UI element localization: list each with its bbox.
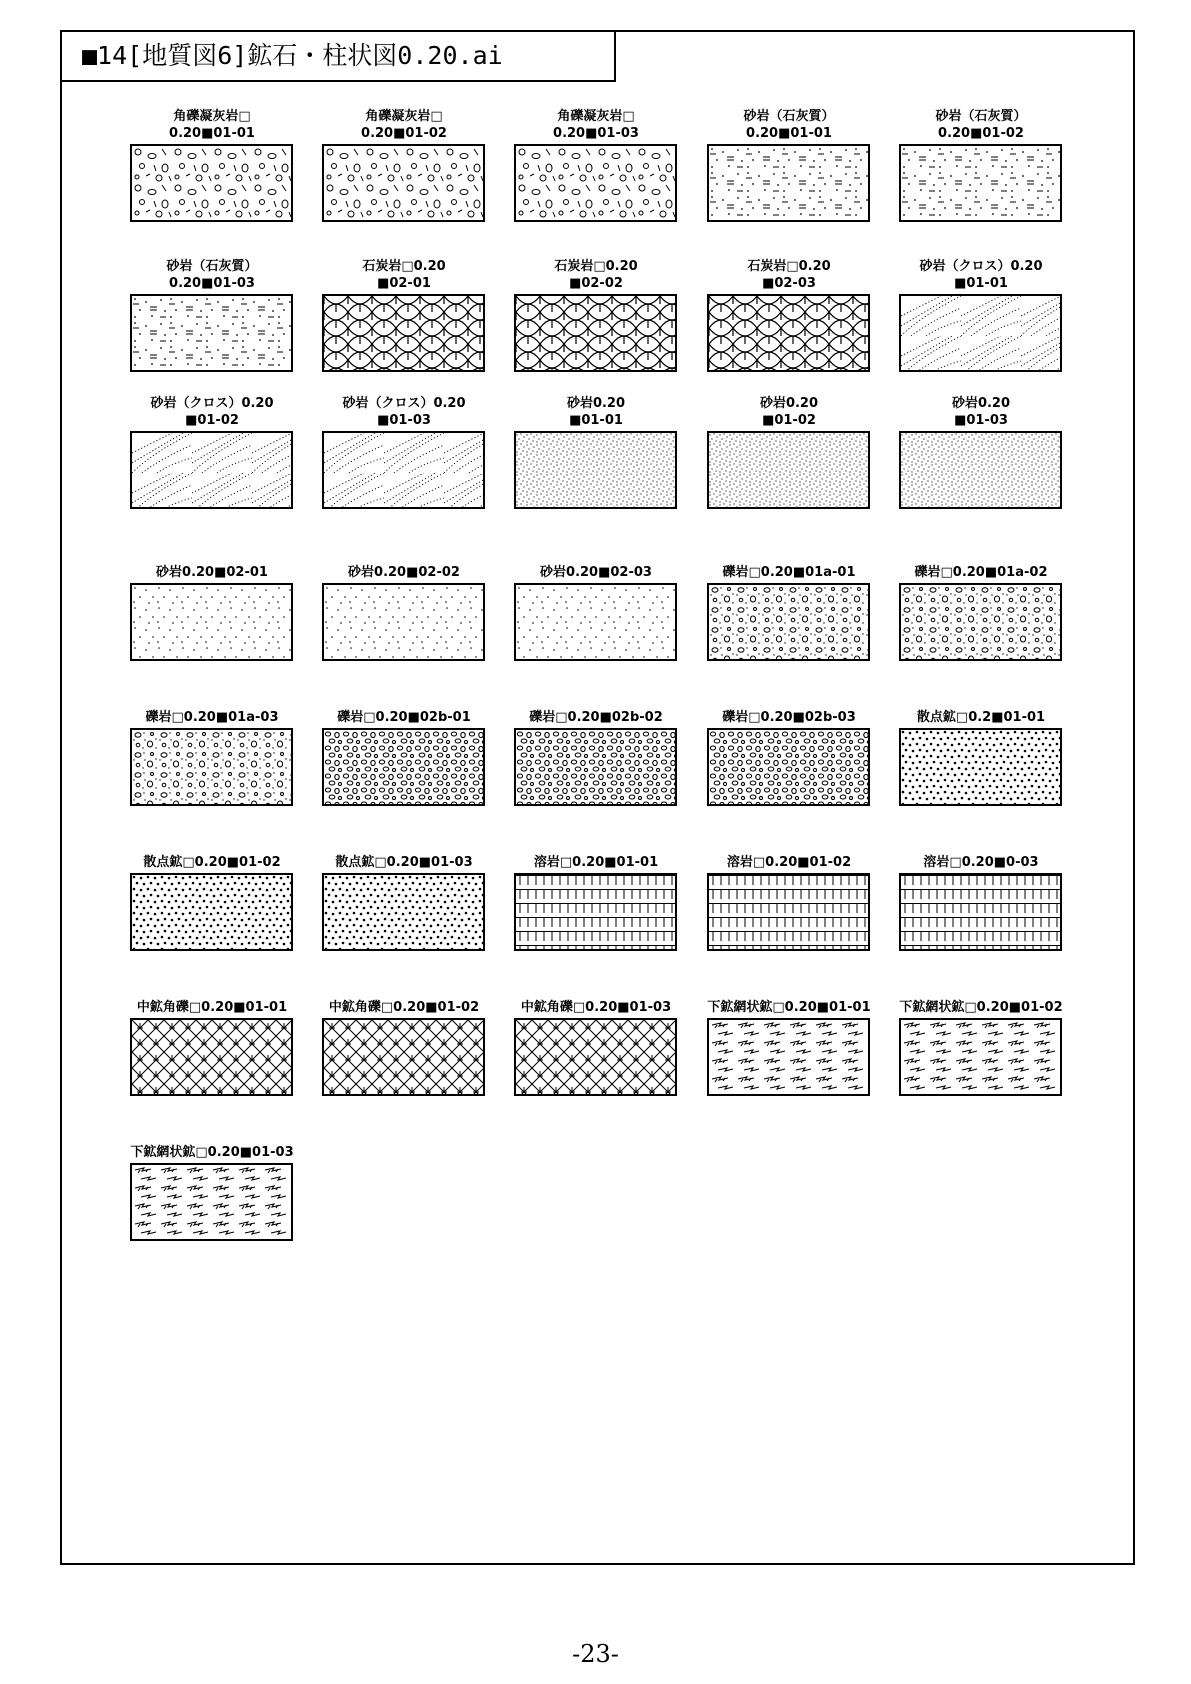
pattern-swatch <box>107 564 317 661</box>
pattern-swatch <box>491 564 701 661</box>
sparse-stipple-pattern <box>130 583 293 661</box>
swatch-label-line1: 砂岩（石灰質） <box>935 109 1027 124</box>
swatch-label-line1: 石炭岩□0.20 <box>554 259 638 274</box>
swatch-label-line2: 0.20■01-01 <box>746 126 832 141</box>
swatch-label-line1: 溶岩□0.20■01-02 <box>726 855 852 870</box>
swatch-label-line2: 0.20■01-02 <box>361 126 447 141</box>
conglomerate-pattern <box>707 583 870 661</box>
disseminated-ore-pattern <box>130 873 293 951</box>
swatch-label <box>491 395 701 429</box>
swatch-label <box>876 709 1086 726</box>
swatch-label-line1: 散点鉱□0.2■01-01 <box>916 710 1046 725</box>
pattern-swatch <box>299 709 509 806</box>
tuff-breccia-pattern <box>322 144 485 222</box>
dense-conglomerate-pattern <box>514 728 677 806</box>
swatch-label <box>684 395 894 429</box>
sparse-stipple-pattern <box>514 583 677 661</box>
calcareous-sandstone-pattern <box>707 144 870 222</box>
swatch-label <box>107 854 317 871</box>
swatch-label-line2: ■02-01 <box>377 276 431 291</box>
pattern-swatch <box>299 258 509 372</box>
pattern-swatch <box>107 1144 317 1241</box>
sparse-stipple-pattern <box>322 583 485 661</box>
lava-pattern <box>899 873 1062 951</box>
pattern-swatch <box>876 395 1086 509</box>
swatch-label-line1: 下鉱網状鉱□0.20■01-03 <box>130 1145 294 1160</box>
dense-conglomerate-pattern <box>322 728 485 806</box>
swatch-label <box>876 999 1086 1016</box>
swatch-label <box>299 564 509 581</box>
stockwork-ore-pattern <box>130 1163 293 1241</box>
stockwork-ore-pattern <box>707 1018 870 1096</box>
swatch-label-line2: ■01-02 <box>185 413 239 428</box>
swatch-label-line1: 砂岩0.20■02-03 <box>540 565 652 580</box>
swatch-label <box>107 709 317 726</box>
swatch-label-line2: ■01-03 <box>954 413 1008 428</box>
pattern-swatch <box>684 258 894 372</box>
swatch-label-line1: 礫岩□0.20■02b-01 <box>337 710 471 725</box>
swatch-label <box>299 854 509 871</box>
swatch-label-line1: 石炭岩□0.20 <box>362 259 446 274</box>
disseminated-ore-pattern <box>899 728 1062 806</box>
swatch-label <box>107 1144 317 1161</box>
cross-bedded-sandstone-pattern <box>899 294 1062 372</box>
lava-pattern <box>514 873 677 951</box>
swatch-label <box>107 258 317 292</box>
swatch-label-line1: 中鉱角礫□0.20■01-03 <box>520 1000 672 1015</box>
pattern-swatch <box>876 108 1086 222</box>
tuff-breccia-pattern <box>514 144 677 222</box>
swatch-label <box>491 709 701 726</box>
swatch-label <box>876 854 1086 871</box>
swatch-label-line1: 礫岩□0.20■01a-03 <box>145 710 279 725</box>
crosshatch-breccia-pattern <box>322 1018 485 1096</box>
limestone-block-pattern <box>707 294 870 372</box>
pattern-swatch <box>107 108 317 222</box>
lava-pattern <box>707 873 870 951</box>
swatch-label-line1: 下鉱網状鉱□0.20■01-02 <box>899 1000 1063 1015</box>
conglomerate-pattern <box>899 583 1062 661</box>
swatch-label-line1: 砂岩0.20■02-02 <box>348 565 460 580</box>
page-number: -23- <box>572 1640 619 1668</box>
swatch-label-line1: 下鉱網状鉱□0.20■01-01 <box>707 1000 871 1015</box>
swatch-label <box>299 258 509 292</box>
swatch-label-line1: 中鉱角礫□0.20■01-02 <box>328 1000 480 1015</box>
swatch-label-line2: 0.20■01-01 <box>169 126 255 141</box>
fine-stipple-pattern <box>707 431 870 509</box>
pattern-swatch <box>876 999 1086 1096</box>
swatch-label-line2: ■01-03 <box>377 413 431 428</box>
swatch-label <box>876 108 1086 142</box>
swatch-label <box>491 258 701 292</box>
swatch-label <box>299 999 509 1016</box>
limestone-block-pattern <box>514 294 677 372</box>
pattern-swatch <box>299 564 509 661</box>
swatch-label-line1: 中鉱角礫□0.20■01-01 <box>136 1000 288 1015</box>
swatch-label-line1: 溶岩□0.20■01-01 <box>533 855 659 870</box>
swatch-label <box>491 854 701 871</box>
pattern-swatch <box>684 999 894 1096</box>
swatch-label <box>684 258 894 292</box>
swatch-label-line1: 礫岩□0.20■01a-01 <box>722 565 856 580</box>
swatch-label <box>876 564 1086 581</box>
pattern-swatch <box>107 258 317 372</box>
swatch-label-line2: ■01-01 <box>954 276 1008 291</box>
swatch-label-line2: 0.20■01-03 <box>553 126 639 141</box>
swatch-label <box>684 999 894 1016</box>
cross-bedded-sandstone-pattern <box>130 431 293 509</box>
swatch-label <box>299 709 509 726</box>
swatch-label-line1: 砂岩（クロス）0.20 <box>342 396 466 411</box>
swatch-label <box>107 108 317 142</box>
calcareous-sandstone-pattern <box>130 294 293 372</box>
pattern-swatch <box>684 709 894 806</box>
pattern-swatch <box>491 258 701 372</box>
pattern-swatch <box>684 854 894 951</box>
stockwork-ore-pattern <box>899 1018 1062 1096</box>
swatch-label-line2: ■01-01 <box>569 413 623 428</box>
pattern-swatch <box>299 854 509 951</box>
swatch-label-line2: 0.20■01-02 <box>938 126 1024 141</box>
swatch-label-line1: 砂岩0.20 <box>951 396 1011 411</box>
pattern-swatch <box>876 709 1086 806</box>
fine-stipple-pattern <box>514 431 677 509</box>
swatch-label-line1: 散点鉱□0.20■01-03 <box>335 855 473 870</box>
swatch-label <box>299 395 509 429</box>
swatch-label <box>684 854 894 871</box>
swatch-label-line1: 散点鉱□0.20■01-02 <box>143 855 281 870</box>
swatch-label <box>491 564 701 581</box>
limestone-block-pattern <box>322 294 485 372</box>
pattern-swatch <box>491 395 701 509</box>
swatch-label-line1: 砂岩0.20■02-01 <box>156 565 268 580</box>
pattern-swatch <box>299 108 509 222</box>
pattern-swatch <box>684 395 894 509</box>
tuff-breccia-pattern <box>130 144 293 222</box>
swatch-label <box>107 395 317 429</box>
cross-bedded-sandstone-pattern <box>322 431 485 509</box>
pattern-swatch <box>107 395 317 509</box>
swatch-label-line1: 溶岩□0.20■0-03 <box>923 855 1039 870</box>
pattern-swatch <box>299 395 509 509</box>
swatch-label-line1: 砂岩（クロス）0.20 <box>150 396 274 411</box>
conglomerate-pattern <box>130 728 293 806</box>
pattern-swatch <box>491 108 701 222</box>
dense-conglomerate-pattern <box>707 728 870 806</box>
swatch-label-line1: 礫岩□0.20■02b-02 <box>529 710 663 725</box>
pattern-swatch <box>876 564 1086 661</box>
fine-stipple-pattern <box>899 431 1062 509</box>
swatch-label-line1: 礫岩□0.20■01a-02 <box>914 565 1048 580</box>
swatch-label-line1: 砂岩0.20 <box>566 396 626 411</box>
swatch-label-line2: ■02-02 <box>569 276 623 291</box>
swatch-label-line1: 砂岩（クロス）0.20 <box>919 259 1043 274</box>
swatch-label-line1: 角礫凝灰岩□ <box>557 109 635 124</box>
disseminated-ore-pattern <box>322 873 485 951</box>
crosshatch-breccia-pattern <box>130 1018 293 1096</box>
swatch-label-line1: 角礫凝灰岩□ <box>173 109 251 124</box>
pattern-swatch <box>491 709 701 806</box>
pattern-swatch <box>107 854 317 951</box>
swatch-label-line1: 角礫凝灰岩□ <box>365 109 443 124</box>
crosshatch-breccia-pattern <box>514 1018 677 1096</box>
swatch-label <box>684 108 894 142</box>
swatch-label-line1: 砂岩0.20 <box>759 396 819 411</box>
swatch-label-line1: 礫岩□0.20■02b-03 <box>722 710 856 725</box>
swatch-label <box>684 709 894 726</box>
pattern-swatch <box>299 999 509 1096</box>
swatch-label <box>107 999 317 1016</box>
swatch-label <box>684 564 894 581</box>
pattern-swatch <box>491 999 701 1096</box>
pattern-swatch <box>876 258 1086 372</box>
swatch-label <box>876 258 1086 292</box>
pattern-swatch <box>107 999 317 1096</box>
swatch-label-line1: 砂岩（石灰質） <box>743 109 835 124</box>
swatch-label <box>491 108 701 142</box>
pattern-swatch <box>684 108 894 222</box>
swatch-label <box>876 395 1086 429</box>
pattern-swatch <box>684 564 894 661</box>
pattern-swatch <box>491 854 701 951</box>
swatch-label <box>491 999 701 1016</box>
swatch-label-line1: 石炭岩□0.20 <box>747 259 831 274</box>
swatch-label <box>107 564 317 581</box>
pattern-swatch <box>107 709 317 806</box>
swatch-label-line2: ■01-02 <box>762 413 816 428</box>
swatch-label-line2: 0.20■01-03 <box>169 276 255 291</box>
calcareous-sandstone-pattern <box>899 144 1062 222</box>
swatch-label <box>299 108 509 142</box>
swatch-label-line1: 砂岩（石灰質） <box>166 259 258 274</box>
page-title: ■14[地質図6]鉱石・柱状図0.20.ai <box>60 30 616 82</box>
pattern-swatch <box>876 854 1086 951</box>
swatch-label-line2: ■02-03 <box>762 276 816 291</box>
